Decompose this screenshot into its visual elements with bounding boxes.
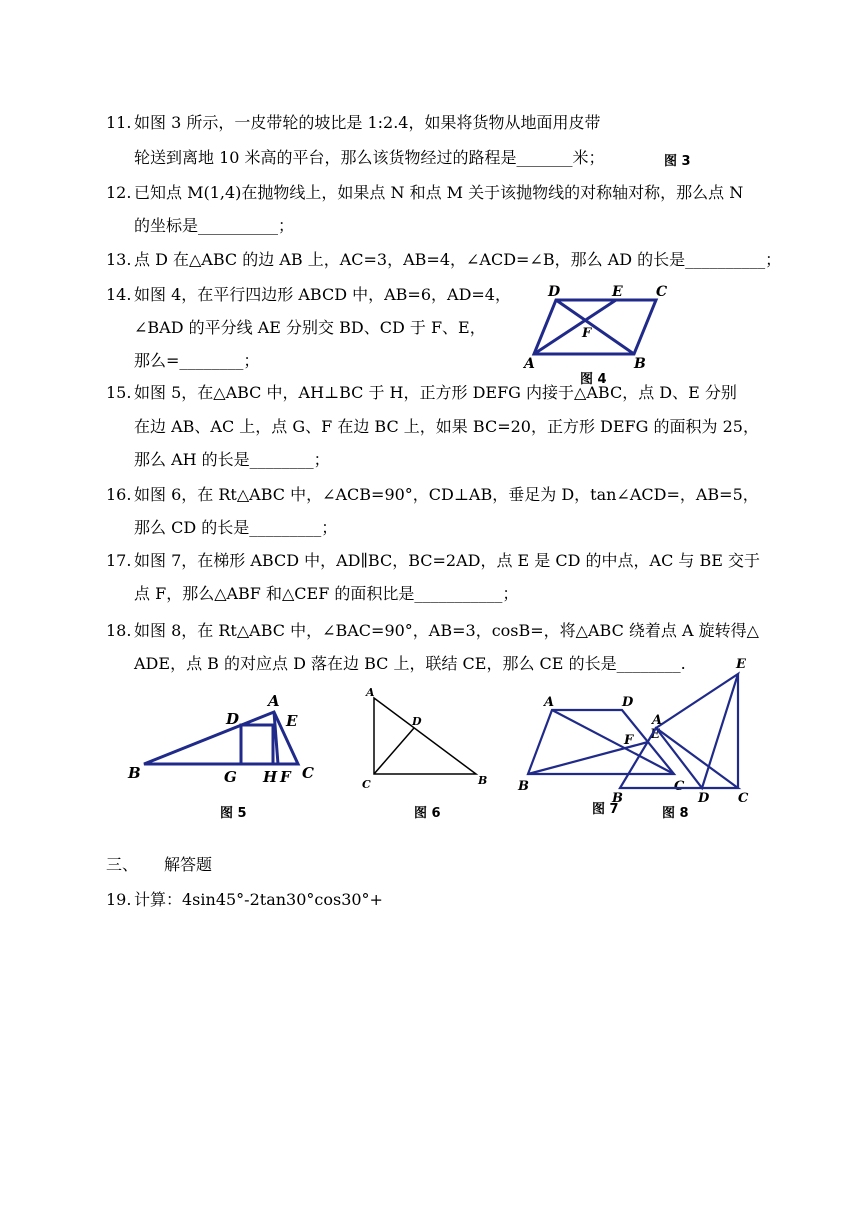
problem-text: 计算：4sin45°-2tan30°cos30°+ <box>134 890 383 909</box>
label-b: B <box>634 356 646 372</box>
problem-text: 如图 3 所示，一皮带轮的坡比是 1:2.4，如果将货物从地面用皮带 <box>134 113 601 132</box>
diagonal-bd <box>556 300 634 354</box>
problem-text: ADE，点 B 的对应点 D 落在边 BC 上，联结 CE，那么 CE 的长是________. <box>134 654 686 673</box>
label-f: F <box>624 733 634 748</box>
problem-number: 19. <box>106 890 132 909</box>
problem-number: 15. <box>106 383 132 402</box>
label-f: F <box>280 768 291 786</box>
problem-text: 点 D 在△ABC 的边 AB 上，AC=3，AB=4，∠ACD=∠B，那么 AD 的长是__________； <box>134 250 782 269</box>
problem-text: 如图 4，在平行四边形 ABCD 中，AB=6，AD=4， <box>134 285 511 304</box>
label-b: B <box>478 774 488 787</box>
label-e: E <box>650 727 660 742</box>
label-d: D <box>226 710 240 728</box>
label-a: A <box>268 692 280 710</box>
problem-number: 12. <box>106 183 132 202</box>
label-a: A <box>652 713 663 728</box>
triangle-abc <box>374 698 476 774</box>
label-d: D <box>412 715 422 728</box>
figure-caption: 图 8 <box>662 806 689 821</box>
label-e: E <box>736 657 746 672</box>
label-a: A <box>366 686 375 699</box>
problem-number: 13. <box>106 250 132 269</box>
label-c: C <box>302 764 314 782</box>
figure-5-triangle-square <box>126 690 326 790</box>
label-b: B <box>518 779 529 794</box>
problem-text: 如图 8，在 Rt△ABC 中，∠BAC=90°，AB=3，cosB=，将△ABC 绕着点 A 旋转得△ <box>134 621 759 640</box>
figure-6-right-triangle <box>360 686 490 796</box>
problem-text: 那么 CD 的长是_________； <box>134 518 338 537</box>
problem-text: 点 F，那么△ABF 和△CEF 的面积比是___________； <box>134 584 519 603</box>
section-title: 解答题 <box>164 855 213 874</box>
problem-text: 轮送到离地 10 米高的平台，那么该货物经过的路程是_______米； <box>134 148 605 167</box>
triangle-ade <box>656 674 738 788</box>
problem-text: 的坐标是__________； <box>134 216 295 235</box>
problem-text: ∠BAD 的平分线 AE 分别交 BD、CD 于 F、E， <box>134 318 486 337</box>
label-g: G <box>224 768 237 786</box>
problem-number: 14. <box>106 285 132 304</box>
figure-caption: 图 3 <box>664 154 691 169</box>
problem-number: 18. <box>106 621 132 640</box>
problem-text: 如图 7，在梯形 ABCD 中，AD∥BC，BC=2AD，点 E 是 CD 的中点，AC 与 BE 交于 <box>134 551 761 570</box>
figure-8-rotation <box>606 652 766 806</box>
label-h: H <box>263 768 278 786</box>
label-d: D <box>698 791 710 806</box>
label-c: C <box>656 284 668 300</box>
label-c: C <box>674 779 685 794</box>
problem-number: 11. <box>106 113 132 132</box>
figure-caption: 图 6 <box>414 806 441 821</box>
label-d: D <box>622 695 634 710</box>
problem-text: 如图 5，在△ABC 中，AH⊥BC 于 H，正方形 DEFG 内接于△ABC，点 D、E 分别 <box>134 383 737 402</box>
label-d: D <box>548 284 561 300</box>
label-b: B <box>128 764 141 782</box>
problem-number: 17. <box>106 551 132 570</box>
label-e: E <box>286 712 298 730</box>
label-b: B <box>612 791 623 806</box>
problem-number: 16. <box>106 485 132 504</box>
problem-text: 那么=________； <box>134 351 260 370</box>
altitude-cd <box>374 728 414 774</box>
section-number: 三、 <box>106 855 139 874</box>
problem-text: 如图 6，在 Rt△ABC 中，∠ACB=90°，CD⊥AB，垂足为 D，tan∠ACD=，AB=5， <box>134 485 759 504</box>
problem-text: 已知点 M(1,4)在抛物线上，如果点 N 和点 M 关于该抛物线的对称轴对称，那么点 N <box>134 183 744 202</box>
label-f: F <box>582 326 592 341</box>
label-a: A <box>524 356 535 372</box>
figure-caption: 图 4 <box>580 372 607 387</box>
label-e: E <box>612 284 623 300</box>
problem-text: 那么 AH 的长是________； <box>134 450 330 469</box>
figure-caption: 图 5 <box>220 806 247 821</box>
figure-4-parallelogram <box>520 282 680 372</box>
figure-caption: 图 7 <box>592 802 619 817</box>
label-c: C <box>362 778 371 791</box>
problem-text: 在边 AB、AC 上，点 G、F 在边 BC 上，如果 BC=20，正方形 DEFG 的面积为 25， <box>134 417 759 436</box>
label-a: A <box>544 695 555 710</box>
square-defg <box>241 725 273 764</box>
label-c: C <box>738 791 749 806</box>
